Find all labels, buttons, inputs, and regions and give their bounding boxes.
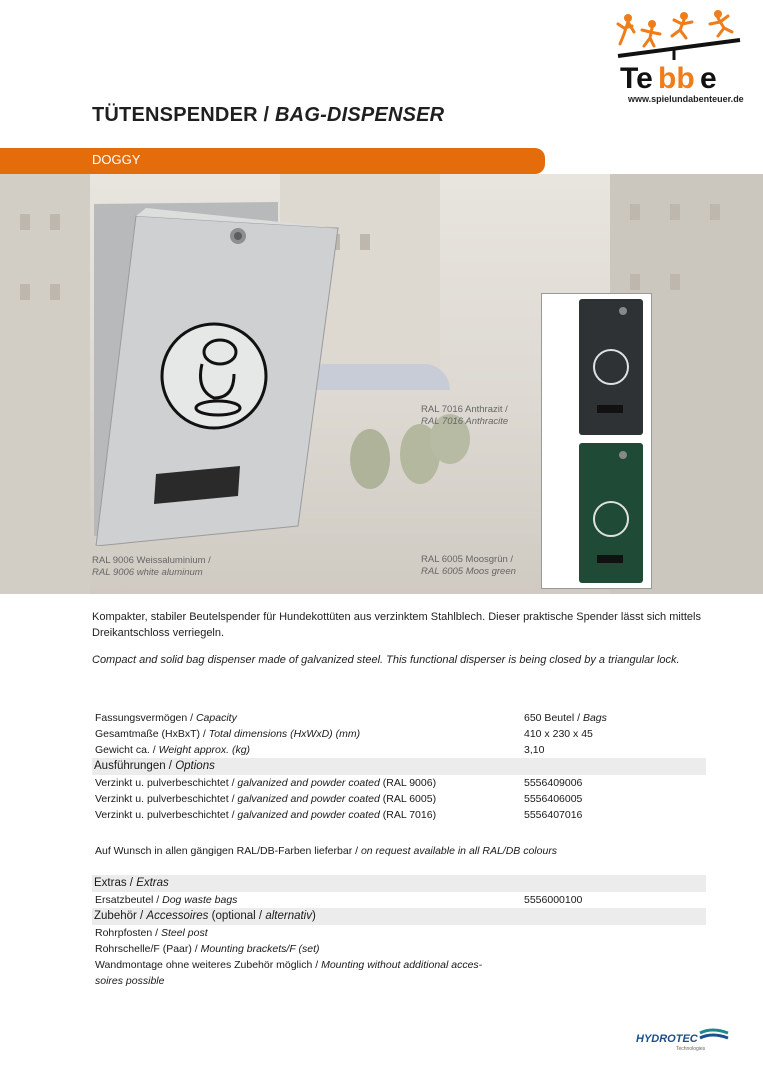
option-row: Verzinkt u. pulverbeschichtet / galvanized and powder coated (RAL 6005) 5556406005 [95,793,583,805]
option-row: Verzinkt u. pulverbeschichtet / galvanized and powder coated (RAL 7016) 5556407016 [95,809,583,821]
accessory-row: soires possible [95,975,165,987]
title-de: TÜTENSPENDER / [92,104,270,126]
logo-website: www.spielundabenteuer.de [628,94,744,104]
request-note: Auf Wunsch in allen gängigen RAL/DB-Farben lieferbar / on request available in all RAL/DB colours [95,845,558,857]
accessory-row: Rohrschelle/F (Paar) / Mounting brackets/F (set) [95,943,320,955]
dog-logo-icon [162,324,266,428]
spec-row-weight: Gewicht ca. / Weight approx. (kg) 3,10 [95,744,545,756]
seesaw-bar [618,40,740,56]
product-name: DOGGY [92,152,141,167]
dispenser-anthracite [575,299,647,439]
svg-text:bb: bb [658,62,695,95]
tree [350,429,390,489]
accessory-row: Rohrpfosten / Steel post [95,927,208,939]
spec-table [92,710,706,823]
caption-white: RAL 9006 Weissaluminium / RAL 9006 white aluminum [92,555,211,578]
accessory-row: Wandmontage ohne weiteres Zubehör möglich / Mounting without additional acces- [95,959,483,971]
jumping-figures-icon [618,10,732,46]
extras-table [92,875,706,989]
page-title [92,104,444,127]
description-en: Compact and solid bag dispenser made of galvanized steel. This functional disperser is being closed by a triangular lock. [92,654,680,666]
section-band [0,148,545,174]
dispenser-white [88,194,348,546]
options-header: Ausführungen / Options [92,758,706,775]
spec-row-capacity: Fassungsvermögen / Capacity 650 Beutel / Bags [95,712,607,724]
caption-anthracite: RAL 7016 Anthrazit / RAL 7016 Anthracite [421,404,509,427]
caption-green: RAL 6005 Moosgrün / RAL 6005 Moos green [421,554,516,577]
accessories-header: Zubehör / Accessoires (optional / alternativ) [92,908,706,925]
extras-header: Extras / Extras [92,875,706,892]
extras-row: Ersatzbeutel / Dog waste bags 5556000100 [95,894,583,906]
logo-wordmark: Te [620,62,653,95]
spec-row-dimensions: Gesamtmaße (HxBxT) / Total dimensions (HxWxD) (mm) 410 x 230 x 45 [95,728,593,740]
description-de: Kompakter, stabiler Beutelspender für Hundekottüten aus verzinktem Stahlblech. Dieser praktische Spender lässt sich mittels Dreikantschloss verriegeln. [92,611,701,639]
svg-text:e: e [700,62,717,95]
svg-text:Technologies: Technologies [676,1046,706,1052]
building-left [0,174,90,594]
option-row: Verzinkt u. pulverbeschichtet / galvanized and powder coated (RAL 9006) 5556409006 [95,777,583,789]
hydrotec-logo [636,1027,732,1053]
svg-text:HYDROTEC: HYDROTEC [636,1033,698,1045]
dispenser-green [575,443,647,587]
title-en: BAG-DISPENSER [275,104,445,126]
